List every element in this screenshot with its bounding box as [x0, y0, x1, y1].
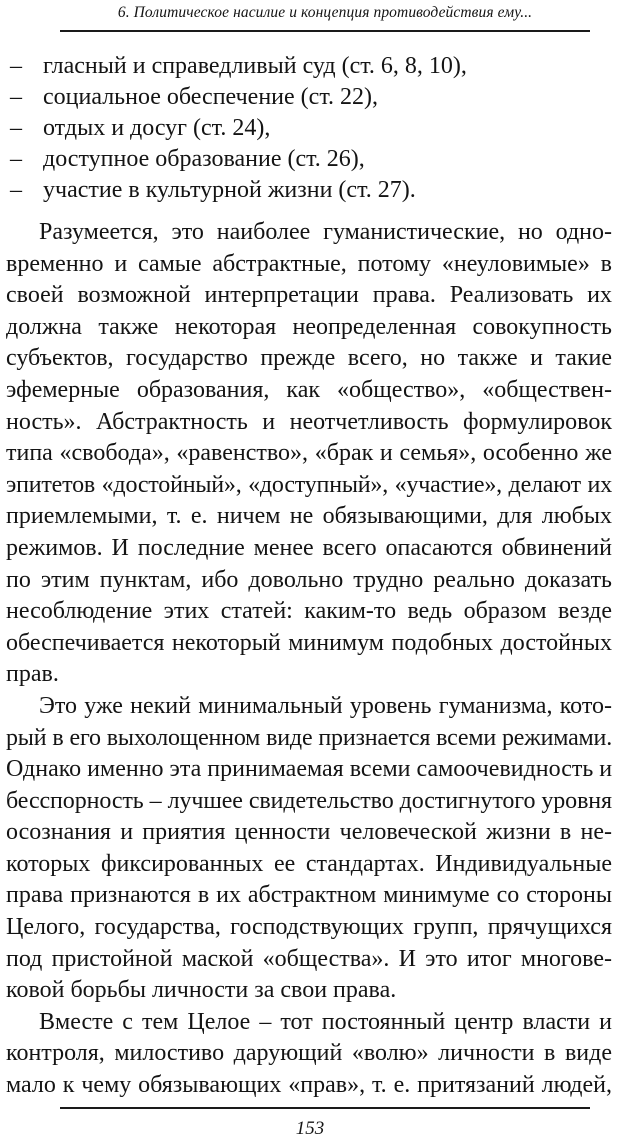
- text-line: Однако именно эта принимаемая всеми самоочевидность и: [6, 756, 613, 783]
- text-line: эпитетов «достойный», «доступный», «участие», делают их: [6, 471, 612, 498]
- footer-rule: [60, 1107, 590, 1109]
- list-dash: –: [10, 146, 22, 172]
- text-line: права признаются в их абстрактном минимуме со стороны: [6, 882, 612, 909]
- text-line: режимов. И последние менее всего опасаются обвинений: [6, 534, 612, 561]
- text-line: временно и самые абстрактные, потому «неуловимые» в: [6, 250, 612, 277]
- rights-list: [10, 51, 610, 206]
- text-line: приемлемыми, т. е. ничем не обязывающими, для любых: [6, 503, 612, 530]
- text-line: рый в его выхолощенном виде признается всеми режимами.: [6, 724, 612, 751]
- running-header: 6. Политическое насилие и концепция противодействия ему...: [117, 4, 533, 21]
- text-line: под пристойной маской «общества». И это итог многове-: [6, 945, 612, 972]
- text-line: мало к чему обязывающих «прав», т. е. притязаний людей,: [6, 1072, 612, 1099]
- text-line: своей возможной интерпретации права. Реализовать их: [6, 282, 612, 309]
- list-item: [10, 82, 610, 113]
- text-line: Это уже некий минимальный уровень гуманизма, кото-: [39, 692, 612, 719]
- text-line: Целого, государства, господствующих групп, прячущихся: [6, 914, 612, 941]
- list-dash: –: [10, 115, 22, 141]
- text-line: эфемерные образования, как «общество», «обществен-: [6, 376, 612, 403]
- paragraph: [6, 691, 612, 1007]
- text-line: прав.: [6, 661, 59, 688]
- text-line: по этим пунктам, ибо довольно трудно реально доказать: [6, 566, 612, 593]
- list-item-text: гласный и справедливый суд (ст. 6, 8, 10),: [43, 53, 467, 79]
- list-item-text: участие в культурной жизни (ст. 27).: [43, 177, 416, 203]
- list-item-text: отдых и досуг (ст. 24),: [43, 115, 271, 141]
- page-number: 153: [295, 1118, 325, 1139]
- list-item: [10, 113, 610, 144]
- text-line: типа «свобода», «равенство», «брак и семья», особенно же: [6, 440, 612, 467]
- text-line: несоблюдение этих статей: каким-то ведь образом везде: [6, 598, 612, 625]
- list-item: [10, 144, 610, 175]
- text-line: которых фиксированных ее стандартах. Индивидуальные: [6, 850, 612, 877]
- paragraph: [6, 1007, 612, 1102]
- list-item: [10, 51, 610, 82]
- list-item-text: доступное образование (ст. 26),: [43, 146, 365, 172]
- text-line: субъектов, государство прежде всего, но также и такие: [6, 345, 612, 372]
- body-text: [6, 217, 612, 1102]
- text-line: ковой борьбы личности за свои права.: [6, 977, 397, 1004]
- header-rule: [60, 30, 590, 32]
- text-line: должна также некоторая неопределенная совокупность: [6, 313, 612, 340]
- text-line: Разумеется, это наиболее гуманистические, но одно-: [39, 219, 612, 245]
- text-line: ность». Абстрактность и неотчетливость формулировок: [6, 408, 612, 435]
- list-dash: –: [10, 177, 22, 203]
- list-dash: –: [10, 84, 22, 110]
- list-dash: –: [10, 53, 22, 79]
- text-line: контроля, милостиво дарующий «волю» личности в виде: [6, 1040, 612, 1067]
- text-line: Вместе с тем Целое – тот постоянный центр власти и: [39, 1008, 612, 1035]
- text-line: осознания и приятия ценности человеческой жизни в не-: [6, 819, 612, 846]
- text-line: бесспорность – лучшее свидетельство достигнутого уровня: [6, 787, 612, 814]
- list-item-text: социальное обеспечение (ст. 22),: [43, 84, 378, 110]
- list-item: [10, 175, 610, 206]
- paragraph: [6, 217, 612, 691]
- text-line: обеспечивается некоторый минимум подобных достойных: [6, 629, 612, 656]
